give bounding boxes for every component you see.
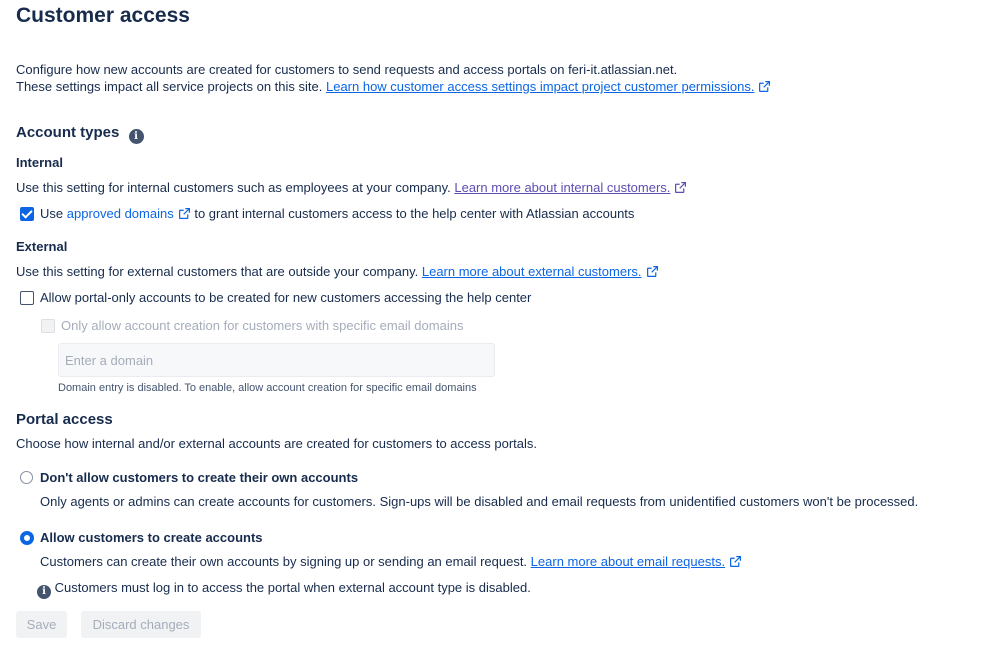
login-required-note: [37, 580, 531, 599]
allow-accounts-label: Allow customers to create accounts: [40, 530, 263, 545]
info-icon: i: [37, 585, 51, 599]
disallow-accounts-label: Don't allow customers to create their own accounts: [40, 470, 359, 485]
intro-line-1: Configure how new accounts are created for customers to send requests and access portals on feri-it.atlassian.net.: [16, 62, 678, 77]
approved-domains-link[interactable]: approved domains: [66, 206, 174, 221]
portal-only-accounts-checkbox[interactable]: [20, 291, 34, 305]
disallow-accounts-description: Only agents or admins can create accounts for customers. Sign-ups will be disabled and email requests from unidentified customers won't be processed.: [40, 494, 919, 509]
internal-customers-link[interactable]: Learn more about internal customers.: [454, 180, 671, 195]
approved-domains-label: [40, 206, 634, 221]
external-link-icon: [758, 80, 771, 93]
external-customers-link[interactable]: Learn more about external customers.: [421, 264, 642, 279]
specific-domains-label: Only allow account creation for customers with specific email domains: [61, 318, 464, 333]
intro-line-2-text: These settings impact all service projects on this site.: [16, 79, 323, 94]
external-link-icon: [729, 555, 742, 568]
domain-helper-text: Domain entry is disabled. To enable, allow account creation for specific email domains: [58, 382, 477, 394]
external-description-text: Use this setting for external customers that are outside your company.: [16, 264, 419, 279]
discard-changes-button[interactable]: Discard changes: [81, 611, 201, 638]
customer-permissions-link[interactable]: Learn how customer access settings impact project customer permissions.: [325, 79, 755, 94]
portal-access-heading: Portal access: [16, 411, 113, 428]
domain-input[interactable]: [58, 343, 495, 377]
internal-description-text: Use this setting for internal customers such as employees at your company.: [16, 180, 451, 195]
approved-domains-prefix: Use: [40, 206, 64, 221]
account-types-heading: [16, 124, 144, 144]
external-heading: External: [16, 239, 68, 254]
page-title: Customer access: [16, 4, 190, 27]
allow-accounts-description: [40, 554, 742, 569]
portal-access-description: Choose how internal and/or external accounts are created for customers to access portals.: [16, 436, 537, 451]
external-link-icon: [646, 265, 659, 278]
intro-line-2: [16, 79, 771, 94]
external-description: [16, 264, 659, 279]
approved-domains-checkbox[interactable]: [20, 207, 34, 221]
disallow-accounts-radio[interactable]: [20, 471, 33, 484]
allow-accounts-radio[interactable]: [20, 531, 34, 545]
specific-domains-checkbox[interactable]: [41, 319, 55, 333]
internal-description: [16, 180, 687, 195]
internal-heading: Internal: [16, 155, 63, 170]
info-icon[interactable]: i: [129, 129, 144, 144]
allow-accounts-description-text: Customers can create their own accounts by signing up or sending an email request.: [40, 554, 528, 569]
save-button[interactable]: Save: [16, 611, 67, 638]
portal-only-accounts-label: Allow portal-only accounts to be created for new customers accessing the help center: [40, 290, 532, 305]
login-required-note-text: Customers must log in to access the portal when external account type is disabled.: [54, 580, 531, 595]
email-requests-link[interactable]: Learn more about email requests.: [530, 554, 726, 569]
external-link-icon: [674, 181, 687, 194]
external-link-icon: [178, 207, 191, 220]
account-types-heading-text: Account types: [16, 124, 120, 141]
approved-domains-suffix: to grant internal customers access to the help center with Atlassian accounts: [194, 206, 635, 221]
